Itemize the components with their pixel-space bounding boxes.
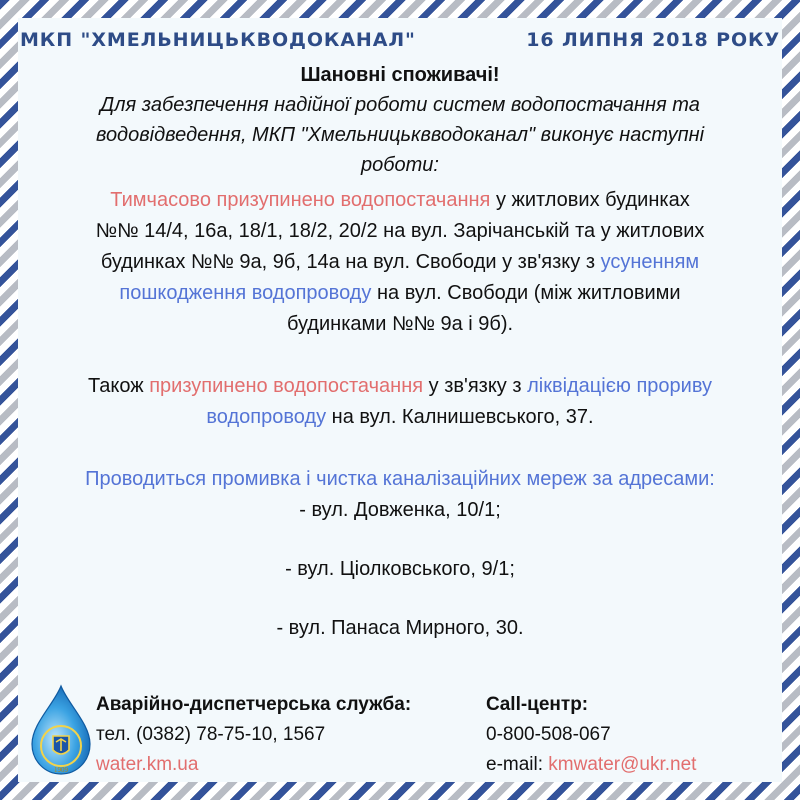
intro-text: [18, 90, 782, 180]
dispatch-phone: тел. (0382) 78-75-10, 1567: [96, 724, 326, 745]
water-suspension-notice: [18, 185, 782, 340]
notice-text: у житлових будинках: [490, 189, 690, 211]
call-center-title: Call-центр:: [486, 694, 589, 715]
organization-title: МКП "ХМЕЛЬНИЦЬКВОДОКАНАЛ": [20, 29, 416, 51]
email-label: e-mail:: [486, 754, 549, 775]
highlight-blue: ліквідацією прориву: [527, 375, 713, 397]
intro-line: Для забезпечення надійної роботи систем водопостачання та: [100, 94, 700, 116]
address-item: - вул. Ціолковського, 9/1;: [285, 558, 515, 580]
greeting: Шановні споживачі!: [300, 64, 500, 86]
notice-line: [18, 278, 782, 309]
notice-card: [18, 18, 782, 782]
highlight-blue: пошкодження водопроводу: [119, 282, 372, 304]
notice-text: на вул. Свободи (між житловими: [371, 282, 681, 304]
call-center-phone: 0-800-508-067: [486, 724, 611, 745]
website-link[interactable]: water.km.ua: [96, 754, 199, 775]
contacts-footer: [18, 682, 782, 782]
email-row: [486, 750, 776, 780]
svg-text:1909: 1909: [54, 766, 68, 774]
notice-text: Також: [87, 375, 150, 397]
notice-text: будинках №№ 9а, 9б, 14а на вул. Свободи у зв'язку з: [100, 251, 601, 273]
notice-date: 16 ЛИПНЯ 2018 РОКУ: [526, 29, 780, 51]
notice-line: будинками №№ 9а і 9б).: [286, 313, 514, 335]
highlight-red: призупинено водопостачання: [149, 375, 424, 397]
intro-line: водовідведення, МКП "Хмельницьквводоканал" виконує наступні: [95, 124, 705, 146]
dispatch-service: [96, 690, 476, 780]
call-center: [486, 690, 776, 780]
email-link[interactable]: kmwater@ukr.net: [548, 754, 697, 775]
notice-line: [18, 402, 782, 433]
sewer-cleaning-notice: [18, 464, 782, 644]
notice-body: [18, 62, 782, 644]
water-drop-icon: [26, 684, 96, 778]
dispatch-title: Аварійно-диспетчерська служба:: [96, 694, 412, 715]
notice-text: у зв'язку з: [423, 375, 528, 397]
notice-line: [18, 247, 782, 278]
notice-line: №№ 14/4, 16а, 18/1, 18/2, 20/2 на вул. Зарічанській та у житлових: [95, 220, 705, 242]
highlight-red: Тимчасово призупинено водопостачання: [110, 189, 491, 211]
address-item: - вул. Панаса Мирного, 30.: [276, 617, 524, 639]
highlight-blue: водопроводу: [206, 406, 327, 428]
pipe-break-notice: [18, 371, 782, 433]
vodokanal-logo: [26, 684, 96, 778]
header: [18, 18, 782, 62]
intro-line: роботи:: [361, 154, 439, 176]
sewer-heading: Проводиться промивка і чистка каналізаційних мереж за адресами:: [85, 468, 715, 490]
notice-text: на вул. Калнишевського, 37.: [326, 406, 594, 428]
highlight-blue: усуненням: [600, 251, 700, 273]
notice-line: [18, 371, 782, 402]
address-item: - вул. Довженка, 10/1;: [299, 499, 501, 521]
notice-line: [18, 185, 782, 216]
